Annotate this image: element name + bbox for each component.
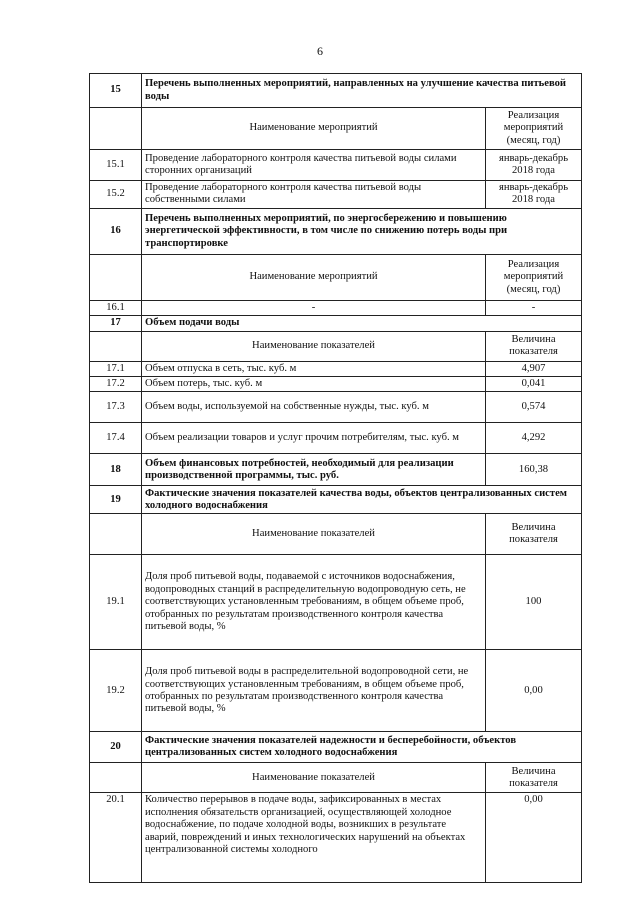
row-number: 17.4 (90, 423, 142, 454)
table-row (90, 377, 582, 392)
table-row (90, 361, 582, 376)
column-header-name: Наименование мероприятий (142, 254, 486, 300)
row-value: 0,574 (486, 392, 582, 423)
section-17-row (90, 316, 582, 331)
section-20-row (90, 732, 582, 763)
table-row (90, 150, 582, 181)
table-row (90, 555, 582, 650)
row-value: 0,00 (486, 650, 582, 732)
column-header-row (90, 331, 582, 361)
row-number: 17.2 (90, 377, 142, 392)
section-number: 15 (90, 74, 142, 108)
row-value: 0,041 (486, 377, 582, 392)
row-value: 4,292 (486, 423, 582, 454)
column-header-row (90, 514, 582, 555)
column-header-name: Наименование показателей (142, 331, 486, 361)
row-text: Проведение лабораторного контроля качества питьевой воды собственными силами (142, 181, 486, 209)
report-table (89, 73, 582, 883)
section-16-row (90, 208, 582, 254)
row-text: Проведение лабораторного контроля качества питьевой воды силами сторонних организаций (142, 150, 486, 181)
row-value: январь-декабрь 2018 года (486, 150, 582, 181)
row-text: - (142, 300, 486, 315)
column-header-name: Наименование показателей (142, 763, 486, 793)
section-number: 18 (90, 454, 142, 486)
row-text: Объем воды, используемой на собственные нужды, тыс. куб. м (142, 392, 486, 423)
column-header-row (90, 763, 582, 793)
row-text: Объем реализации товаров и услуг прочим потребителям, тыс. куб. м (142, 423, 486, 454)
row-text: Доля проб питьевой воды, подаваемой с источников водоснабжения, водопроводных станций в распределительную водопроводную сеть, не соответствующих установленным требованиям, в общем объеме проб, отобранных по результатам производственного контроля качества питьевой воды, % (142, 555, 486, 650)
column-header-value: Величина показателя (486, 514, 582, 555)
row-value: 0,00 (486, 793, 582, 883)
section-number: 16 (90, 208, 142, 254)
row-value: январь-декабрь 2018 года (486, 181, 582, 209)
table-row (90, 423, 582, 454)
column-header-row (90, 254, 582, 300)
column-header-name: Наименование показателей (142, 514, 486, 555)
row-value: 100 (486, 555, 582, 650)
column-header-implementation: Реализация мероприятий (месяц, год) (486, 108, 582, 150)
column-header-name: Наименование мероприятий (142, 108, 486, 150)
table-row (90, 793, 582, 883)
section-title: Фактические значения показателей качества воды, объектов централизованных систем холодного водоснабжения (142, 486, 582, 514)
row-number: 17.3 (90, 392, 142, 423)
section-19-row (90, 486, 582, 514)
row-text: Объем потерь, тыс. куб. м (142, 377, 486, 392)
section-number: 20 (90, 732, 142, 763)
section-title: Фактические значения показателей надежности и бесперебойности, объектов централизованных систем холодного водоснабжения (142, 732, 582, 763)
row-value: 4,907 (486, 361, 582, 376)
section-title: Объем подачи воды (142, 316, 582, 331)
row-number: 19.1 (90, 555, 142, 650)
column-header-implementation: Реализация мероприятий (месяц, год) (486, 254, 582, 300)
row-text: Доля проб питьевой воды в распределительной водопроводной сети, не соответствующих установленным требованиям, в общем объеме проб, отобранных по результатам производственного контроля качества питьевой воды, % (142, 650, 486, 732)
page-number: 6 (317, 44, 323, 58)
table-row (90, 181, 582, 209)
section-18-row (90, 454, 582, 486)
row-number: 19.2 (90, 650, 142, 732)
column-header-value: Величина показателя (486, 331, 582, 361)
row-number: 15.2 (90, 181, 142, 209)
section-15-row (90, 74, 582, 108)
row-number: 20.1 (90, 793, 142, 883)
row-text: Количество перерывов в подаче воды, зафиксированных в местах исполнения обязательств организацией, осуществляющей холодное водоснабжение, по подаче холодной воды, возникших в результате аварий, повреждений и иных технологических нарушений на объектах централизованной системы холодного (142, 793, 486, 883)
row-number: 15.1 (90, 150, 142, 181)
section-title: Перечень выполненных мероприятий, по энергосбережению и повышению энергетической эффективности, в том числе по снижению потерь воды при транспортировке (142, 208, 582, 254)
row-value: - (486, 300, 582, 315)
row-text: Объем отпуска в сеть, тыс. куб. м (142, 361, 486, 376)
section-value: 160,38 (486, 454, 582, 486)
table-row (90, 392, 582, 423)
section-title: Объем финансовых потребностей, необходимый для реализации производственной программы, тыс. руб. (142, 454, 486, 486)
section-number: 19 (90, 486, 142, 514)
section-title: Перечень выполненных мероприятий, направленных на улучшение качества питьевой воды (142, 74, 582, 108)
table-row (90, 650, 582, 732)
column-header-row (90, 108, 582, 150)
table-row (90, 300, 582, 315)
section-number: 17 (90, 316, 142, 331)
row-number: 17.1 (90, 361, 142, 376)
column-header-value: Величина показателя (486, 763, 582, 793)
row-number: 16.1 (90, 300, 142, 315)
